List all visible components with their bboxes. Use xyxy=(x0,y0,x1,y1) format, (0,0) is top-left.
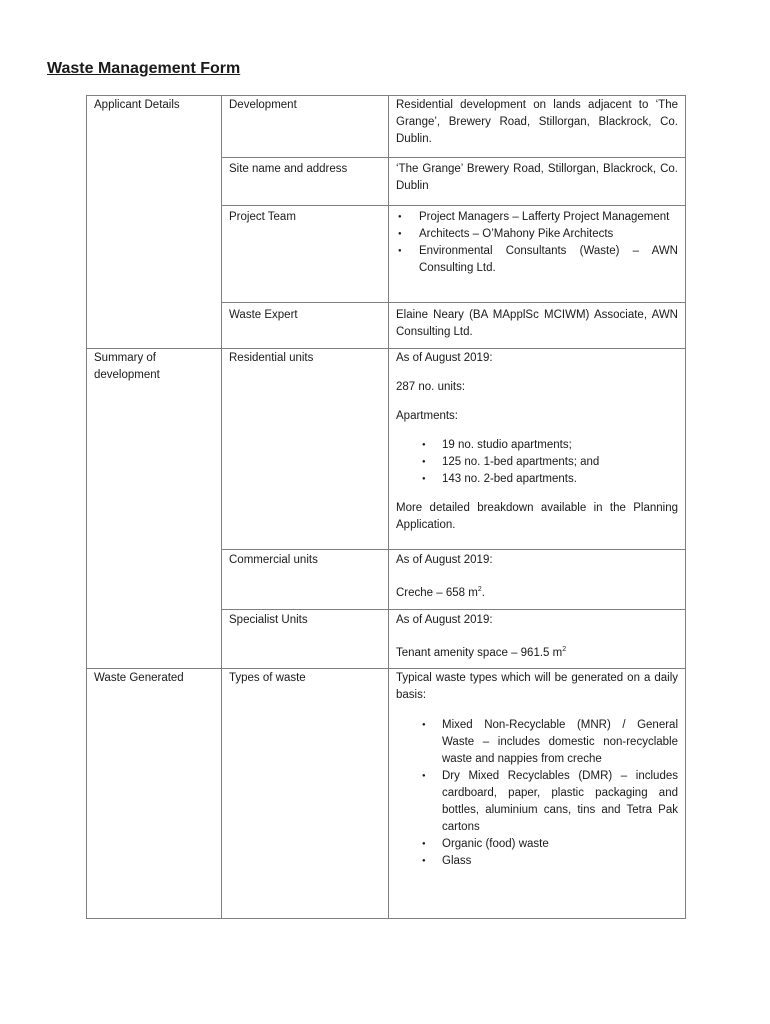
commercial-value-text: Creche – 658 m xyxy=(396,586,478,599)
list-item: ● Glass xyxy=(442,853,678,870)
field-value-site xyxy=(389,158,686,206)
field-label-specialist-units: Specialist Units xyxy=(222,610,389,669)
section-summary-of-development xyxy=(87,349,222,669)
field-value-types-of-waste xyxy=(389,669,686,919)
list-item: ● Environmental Consultants (Waste) – AWN Consulting Ltd. xyxy=(419,243,678,277)
field-label-project-team: Project Team xyxy=(222,206,389,303)
field-label-types-of-waste: Types of waste xyxy=(222,669,389,919)
list-item: ● Project Managers – Lafferty Project Management xyxy=(419,209,678,226)
section-label: Applicant Details xyxy=(94,99,180,111)
table-row xyxy=(87,669,686,919)
list-item: ● 19 no. studio apartments; xyxy=(442,437,678,454)
list-item: ● 143 no. 2-bed apartments. xyxy=(442,471,678,488)
table-row xyxy=(87,349,686,550)
commercial-date: As of August 2019: xyxy=(396,554,493,566)
section-label: Summary of development xyxy=(94,352,160,381)
field-label-site: Site name and address xyxy=(222,158,389,206)
superscript: 2 xyxy=(477,586,482,593)
section-label: Waste Generated xyxy=(94,672,184,684)
field-label-development: Development xyxy=(222,96,389,158)
field-value-residential-units xyxy=(389,349,686,550)
list-item: ● Architects – O’Mahony Pike Architects xyxy=(419,226,678,243)
field-label-commercial-units: Commercial units xyxy=(222,550,389,610)
specialist-date: As of August 2019: xyxy=(396,614,493,626)
apartments-list xyxy=(396,437,678,488)
development-text: Residential development on lands adjacent to ‘The Grange’, Brewery Road, Stillorgan, Blackrock, Co. Dublin. xyxy=(396,99,678,145)
field-label-waste-expert: Waste Expert xyxy=(222,303,389,349)
section-waste-generated xyxy=(87,669,222,919)
field-value-development xyxy=(389,96,686,158)
types-intro: Typical waste types which will be generated on a daily basis: xyxy=(396,672,678,701)
project-team-list xyxy=(396,209,678,277)
field-label-residential-units: Residential units xyxy=(222,349,389,550)
residential-note: More detailed breakdown available in the Planning Application. xyxy=(396,502,678,531)
residential-date: As of August 2019: xyxy=(396,352,493,364)
apartments-heading: Apartments: xyxy=(396,410,458,422)
field-value-commercial-units xyxy=(389,550,686,610)
page-title: Waste Management Form xyxy=(47,60,241,77)
table-row xyxy=(87,96,686,158)
list-item: ● 125 no. 1-bed apartments; and xyxy=(442,454,678,471)
field-value-specialist-units xyxy=(389,610,686,669)
commercial-value-end: . xyxy=(481,586,485,599)
section-applicant-details xyxy=(87,96,222,349)
commercial-value xyxy=(396,581,678,602)
list-item: ● Organic (food) waste xyxy=(442,836,678,853)
field-value-project-team xyxy=(389,206,686,303)
list-item: ● Mixed Non-Recyclable (MNR) / General Waste – includes domestic non-recyclable waste and nappies from creche xyxy=(442,717,678,768)
field-value-waste-expert xyxy=(389,303,686,349)
site-text: ‘The Grange’ Brewery Road, Stillorgan, Blackrock, Co. Dublin xyxy=(396,163,678,192)
list-item: ● Dry Mixed Recyclables (DMR) – includes cardboard, paper, plastic packaging and bottles, aluminium cans, tins and Tetra Pak cartons xyxy=(442,768,678,836)
specialist-value-text: Tenant amenity space – 961.5 m xyxy=(396,646,563,659)
specialist-value xyxy=(396,641,678,662)
waste-types-list xyxy=(396,717,678,870)
waste-expert-text: Elaine Neary (BA MApplSc MCIWM) Associate, AWN Consulting Ltd. xyxy=(396,309,678,338)
waste-management-table xyxy=(86,95,686,919)
superscript: 2 xyxy=(562,646,567,653)
residential-units-count: 287 no. units: xyxy=(396,381,466,393)
